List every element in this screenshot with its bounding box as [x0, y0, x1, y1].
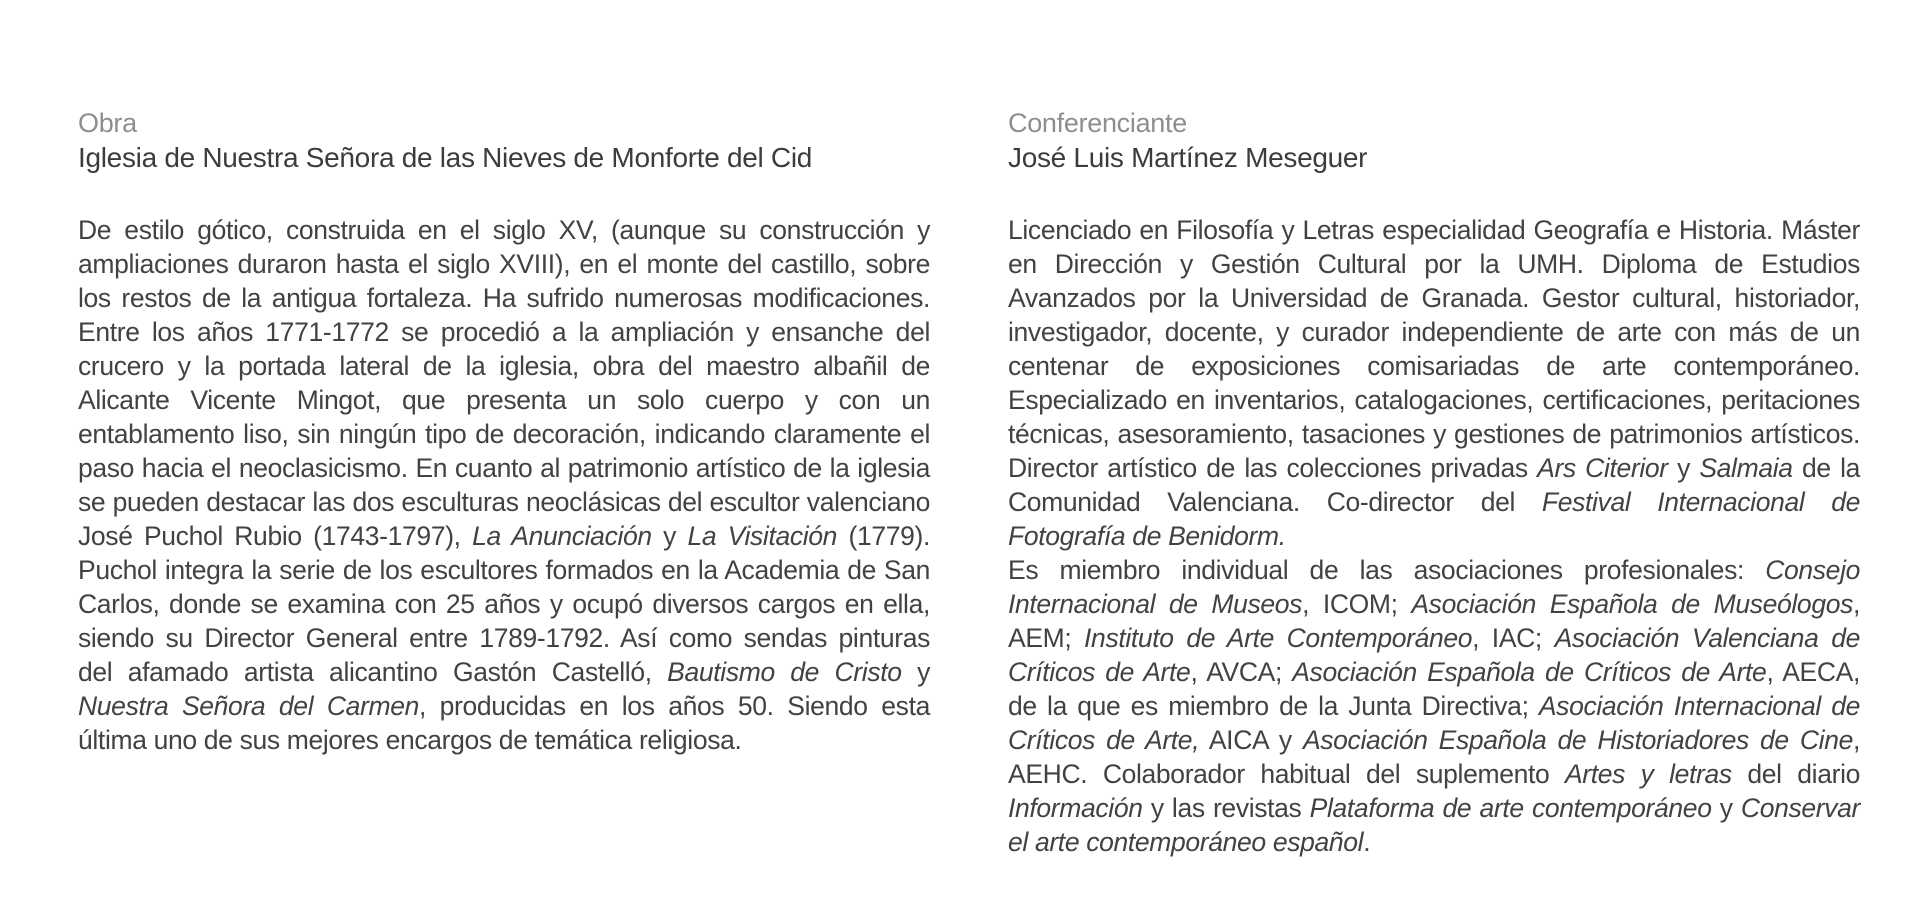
conferenciante-label: Conferenciante	[1008, 108, 1187, 138]
conferenciante-column	[1008, 106, 1860, 859]
conferenciante-header	[1008, 106, 1860, 176]
paragraph: Licenciado en Filosofía y Letras especialidad Geografía e Historia. Máster en Dirección y Gestión Cultural por la UMH. Diploma de Estudios Avanzados por la Universidad de Granada. Gestor cultural, historiador, investigador, docente, y curador independiente de arte con más de un centenar de exposiciones comisariadas de arte contemporáneo. Especializado en inventarios, catalogaciones, certificaciones, peritaciones técnicas, asesoramiento, tasaciones y gestiones de patrimonios artísticos. Director artístico de las colecciones privadas Ars Citerior y Salmaia de la Comunidad Valenciana. Co-director del Festival Internacional de Fotografía de Benidorm.	[1008, 215, 1860, 551]
obra-label: Obra	[78, 108, 137, 138]
obra-body-text	[78, 213, 930, 757]
paragraph: De estilo gótico, construida en el siglo XV, (aunque su construcción y ampliaciones duraron hasta el siglo XVIII), en el monte del castillo, sobre los restos de la antigua fortaleza. Ha sufrido numerosas modificaciones. Entre los años 1771-1772 se procedió a la ampliación y ensanche del crucero y la portada lateral de la iglesia, obra del maestro albañil de Alicante Vicente Mingot, que presenta un solo cuerpo y con un entablamento liso, sin ningún tipo de decoración, indicando claramente el paso hacia el neoclasicismo. En cuanto al patrimonio artístico de la iglesia se pueden destacar las dos esculturas neoclásicas del escultor valenciano José Puchol Rubio (1743-1797), La Anunciación y La Visitación (1779). Puchol integra la serie de los escultores formados en la Academia de San Carlos, donde se examina con 25 años y ocupó diversos cargos en ella, siendo su Director General entre 1789-1792. Así como sendas pinturas del afamado artista alicantino Gastón Castelló, Bautismo de Cristo y Nuestra Señora del Carmen, producidas en los años 50. Siendo esta última uno de sus mejores encargos de temática religiosa.	[78, 215, 930, 755]
obra-header	[78, 106, 930, 176]
conferenciante-title: José Luis Martínez Meseguer	[1008, 142, 1368, 173]
conferenciante-body-text	[1008, 213, 1860, 859]
obra-title: Iglesia de Nuestra Señora de las Nieves de Monforte del Cid	[78, 142, 813, 173]
paragraph: Es miembro individual de las asociaciones profesionales: Consejo Internacional de Museos, ICOM; Asociación Española de Museólogos, AEM; Instituto de Arte Contemporáneo, IAC; Asociación Valenciana de Críticos de Arte, AVCA; Asociación Española de Críticos de Arte, AECA, de la que es miembro de la Junta Directiva; Asociación Internacional de Críticos de Arte, AICA y Asociación Española de Historiadores de Cine, AEHC. Colaborador habitual del suplemento Artes y letras del diario Información y las revistas Plataforma de arte contemporáneo y Conservar el arte contemporáneo español.	[1008, 555, 1861, 857]
obra-column	[78, 106, 930, 757]
